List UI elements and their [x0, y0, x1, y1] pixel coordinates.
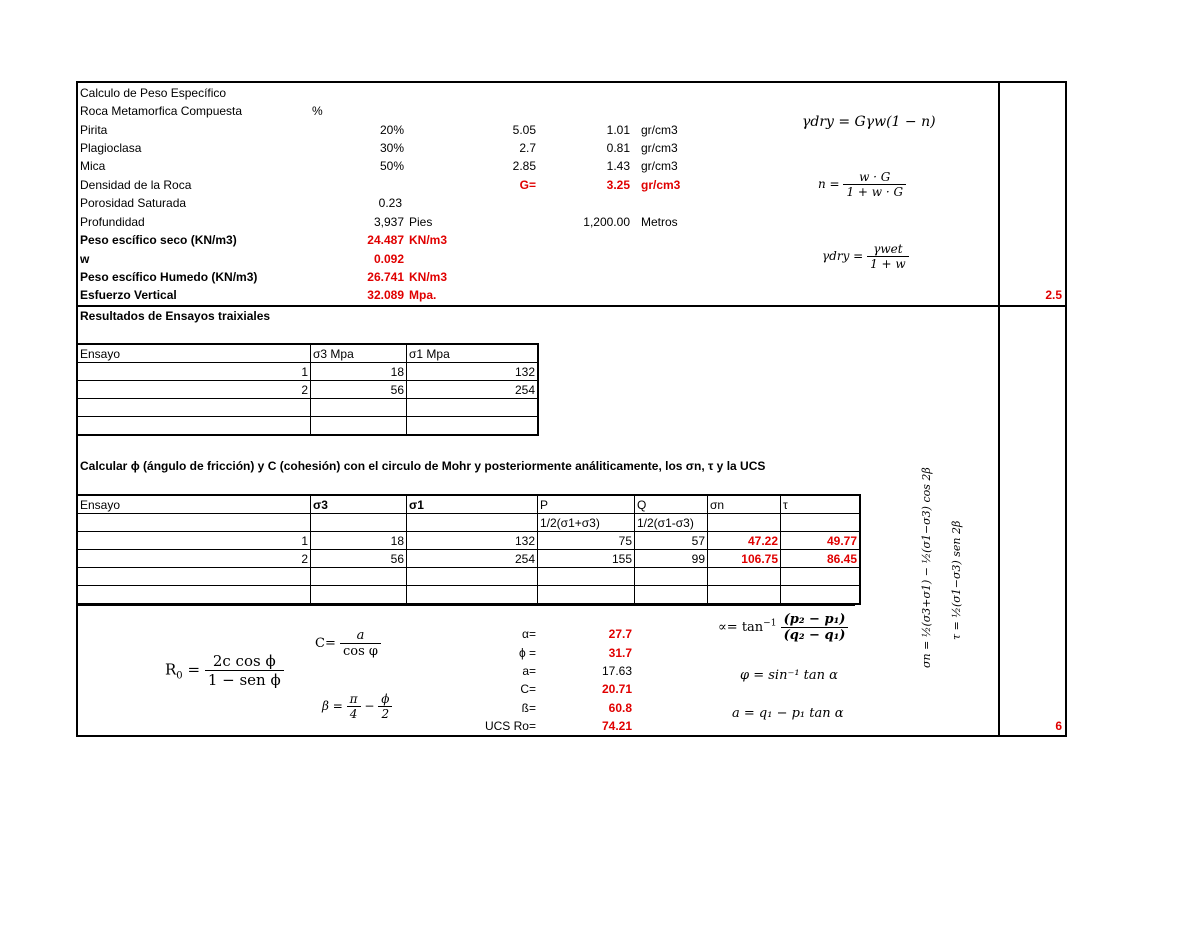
beta-two: 2 [381, 707, 390, 721]
table-row [77, 399, 538, 417]
mineral-percent: 30% [379, 141, 404, 155]
table-cell: 254 [407, 550, 538, 568]
table-header: σ1 [407, 495, 538, 514]
table-cell [77, 568, 311, 586]
table-row [77, 381, 538, 399]
section2-score: 6 [1055, 719, 1062, 733]
table-header-row [77, 344, 538, 363]
beta-minus: − [364, 699, 375, 713]
n-lhs: n = [818, 177, 840, 191]
alpha-denominator: (q₂ − q₁) [783, 628, 846, 643]
beta-pi-fraction [347, 692, 361, 721]
table-cell: 75 [538, 532, 635, 550]
porosidad-value: 0.23 [378, 196, 402, 210]
peso-seco-label: Peso escífico seco (KN/m3) [80, 233, 237, 247]
gamma-dry-lhs: γdry = [822, 249, 864, 263]
peso-seco-unit: KN/m3 [409, 233, 448, 247]
table-cell: 56 [311, 550, 407, 568]
result-label: ϕ = [518, 646, 536, 660]
result-label: UCS Ro= [484, 719, 536, 733]
ro-fraction [205, 652, 284, 689]
table-cell [407, 568, 538, 586]
right-column-divider [998, 81, 1000, 737]
table-header: σ3 Mpa [311, 344, 407, 363]
alpha-formula [718, 612, 848, 643]
table-cell [77, 586, 311, 605]
table-row [77, 532, 860, 550]
table-cell [311, 417, 407, 436]
result-value: 60.8 [608, 701, 632, 715]
table-cell [538, 586, 635, 605]
beta-pi: π [347, 692, 361, 707]
pies-label: Pies [409, 215, 433, 229]
sigma-n-formula: σn = ½(σ3+σ1) − ½(σ1−σ3) cos 2β [920, 467, 933, 668]
result-value: 31.7 [608, 646, 632, 660]
mineral-partial: 1.01 [606, 123, 630, 137]
table-cell [77, 417, 311, 436]
gamma-dry-numerator: γwet [867, 242, 909, 257]
mineral-gravity: 2.85 [512, 159, 536, 173]
table-cell: 1 [77, 363, 311, 381]
section-divider [76, 305, 1067, 307]
table-header-row [77, 495, 860, 514]
triaxial-table [76, 343, 539, 436]
peso-humedo-label: Peso escífico Humedo (KN/m3) [80, 270, 258, 284]
table-cell: 155 [538, 550, 635, 568]
table-cell: 2 [77, 381, 311, 399]
n-fraction [843, 170, 906, 199]
result-label: C= [520, 682, 536, 696]
table-row [77, 568, 860, 586]
table-cell [635, 568, 708, 586]
beta-four: 4 [349, 707, 358, 721]
c-numerator: a [340, 628, 381, 644]
profundidad-pies: 3,937 [373, 215, 404, 229]
porosity-formula [818, 170, 906, 199]
esfuerzo-unit: Mpa. [409, 288, 437, 302]
table-cell: 49.77 [781, 532, 861, 550]
esfuerzo-value: 32.089 [367, 288, 404, 302]
table-cell: 86.45 [781, 550, 861, 568]
ro-lhs: R [165, 660, 177, 679]
esfuerzo-label: Esfuerzo Vertical [80, 288, 177, 302]
cohesion-formula [315, 628, 381, 659]
peso-humedo-unit: KN/m3 [409, 270, 448, 284]
profundidad-metros: 1,200.00 [583, 215, 630, 229]
mineral-gravity: 2.7 [519, 141, 536, 155]
mohr-table [76, 494, 861, 605]
table-subheader-row [77, 514, 860, 532]
mineral-partial: 1.43 [606, 159, 630, 173]
table-cell: 57 [635, 532, 708, 550]
table-cell: 132 [407, 363, 539, 381]
table-header: σn [708, 495, 781, 514]
table-cell [635, 586, 708, 605]
gamma-dry-fraction [867, 242, 909, 271]
n-numerator: w · G [843, 170, 906, 185]
g-label: G= [519, 178, 536, 192]
w-value: 0.092 [373, 252, 404, 266]
ro-numerator: 2c cos ϕ [205, 652, 284, 671]
tau-formula: τ = ½(σ1−σ3) sen 2β [950, 520, 963, 640]
result-value: 17.63 [601, 664, 632, 678]
phi-formula: φ = sin⁻¹ tan α [740, 668, 838, 683]
table-header: P [538, 495, 635, 514]
beta-phi: ϕ [378, 692, 392, 707]
result-label: α= [522, 627, 536, 641]
c-lhs: C= [315, 636, 336, 651]
c-fraction [340, 628, 381, 659]
gamma-dry-formula-2 [822, 242, 909, 271]
table-header: τ [781, 495, 861, 514]
instruction-text: Calcular ϕ (ángulo de fricción) y C (cohesión) con el circulo de Mohr y posteriormente análiticamente, los σn, τ y la UCS [80, 459, 766, 473]
mineral-percent: 50% [379, 159, 404, 173]
gamma-dry-denominator: 1 + w [870, 257, 906, 271]
table-cell [407, 586, 538, 605]
mineral-percent: 20% [379, 123, 404, 137]
profundidad-label: Profundidad [80, 215, 145, 229]
table-header: Ensayo [77, 495, 311, 514]
mineral-name: Pirita [80, 123, 108, 137]
table-cell: 47.22 [708, 532, 781, 550]
table-cell: 106.75 [708, 550, 781, 568]
g-unit: gr/cm3 [641, 178, 681, 192]
table-cell [781, 586, 861, 605]
table-cell [708, 514, 781, 532]
table-row [77, 550, 860, 568]
alpha-fraction [781, 612, 849, 643]
mineral-name: Plagioclasa [80, 141, 142, 155]
ucs-formula [165, 652, 284, 689]
beta-lhs: β = [322, 699, 343, 713]
densidad-label: Densidad de la Roca [80, 178, 192, 192]
n-denominator: 1 + w · G [846, 185, 904, 199]
beta-formula [322, 692, 392, 721]
porosidad-label: Porosidad Saturada [80, 196, 187, 210]
table-cell: 1/2(σ1+σ3) [538, 514, 635, 532]
table-cell [407, 417, 539, 436]
table-cell: 18 [311, 532, 407, 550]
table-header: Ensayo [77, 344, 311, 363]
mineral-partial: 0.81 [606, 141, 630, 155]
table-row [77, 417, 538, 436]
table-cell [311, 514, 407, 532]
table-cell [781, 514, 861, 532]
result-label: ß= [521, 701, 536, 715]
ro-denominator: 1 − sen ϕ [207, 671, 281, 689]
table-cell: 254 [407, 381, 539, 399]
alpha-numerator: (p₂ − p₁) [781, 612, 849, 628]
g-value: 3.25 [606, 178, 630, 192]
table-row [77, 586, 860, 605]
alpha-sup: −1 [763, 618, 777, 629]
table-cell [538, 568, 635, 586]
table-header: σ3 [311, 495, 407, 514]
peso-humedo-value: 26.741 [367, 270, 404, 284]
c-denominator: cos φ [342, 644, 378, 659]
a-formula: a = q₁ − p₁ tan α [732, 706, 844, 721]
table-header: σ1 Mpa [407, 344, 539, 363]
table-cell [407, 514, 538, 532]
table-cell: 2 [77, 550, 311, 568]
percent-header: % [312, 104, 323, 118]
table-header: Q [635, 495, 708, 514]
table-cell [311, 399, 407, 417]
peso-seco-value: 24.487 [367, 233, 404, 247]
gamma-dry-formula-1: γdry = Gγw(1 − n) [802, 114, 936, 130]
table-cell [708, 586, 781, 605]
table-row [77, 363, 538, 381]
table-cell: 56 [311, 381, 407, 399]
mineral-name: Mica [80, 159, 106, 173]
table-cell: 1/2(σ1-σ3) [635, 514, 708, 532]
table-cell: 132 [407, 532, 538, 550]
ro-eq: = [187, 660, 201, 679]
roca-label: Roca Metamorfica Compuesta [80, 104, 243, 118]
mineral-unit: gr/cm3 [641, 123, 678, 137]
table-cell: 1 [77, 532, 311, 550]
table-cell [708, 568, 781, 586]
ro-sub: 0 [176, 670, 183, 682]
section1-title: Calculo de Peso Específico [80, 86, 227, 100]
result-value: 74.21 [601, 719, 632, 733]
table-cell [781, 568, 861, 586]
w-label: w [80, 252, 90, 266]
mineral-unit: gr/cm3 [641, 159, 678, 173]
metros-label: Metros [641, 215, 678, 229]
table-cell [407, 399, 539, 417]
section1-score: 2.5 [1045, 288, 1062, 302]
mineral-gravity: 5.05 [512, 123, 536, 137]
table-cell: 99 [635, 550, 708, 568]
result-value: 20.71 [601, 682, 632, 696]
table-cell [311, 568, 407, 586]
result-value: 27.7 [608, 627, 632, 641]
table-cell: 18 [311, 363, 407, 381]
beta-phi-fraction [378, 692, 392, 721]
table-cell [77, 399, 311, 417]
alpha-lhs: ∝= tan [718, 620, 764, 635]
mineral-unit: gr/cm3 [641, 141, 678, 155]
table-cell [77, 514, 311, 532]
result-label: a= [522, 664, 536, 678]
table-cell [311, 586, 407, 605]
section2-title: Resultados de Ensayos traixiales [80, 309, 271, 323]
